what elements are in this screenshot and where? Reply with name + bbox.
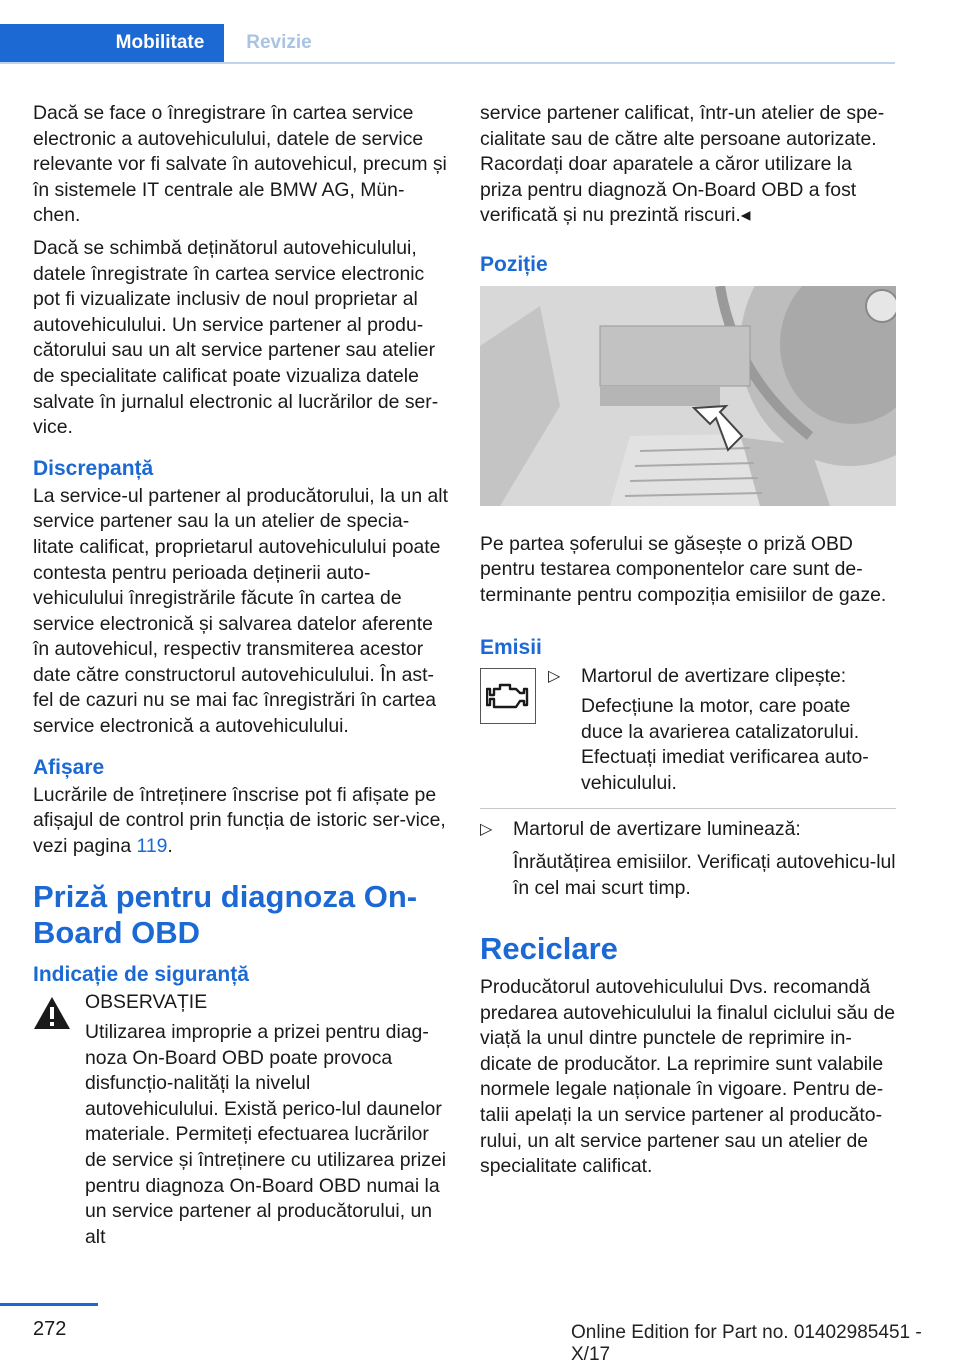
emissions-block [480,664,896,802]
paragraph: Dacă se face o înregistrare în cartea service electronic a autovehiculului, datele de service relevante vor fi salvate în autovehicul, precum și în sistemele IT centrale ale BMW AG, Mün‐chen. [33,102,447,227]
paragraph: Dacă se schimbă deținătorul autovehiculului, datele înregistrate în cartea service electronic pot fi vizualizate inclusiv de noul proprietar al autovehiculului. Un service partener al produ‐cătorului sau un alt service partener sau atelier de specialitate calificat poate vizualiza datele salvate în jurnalul electronic al lucrărilor de ser‐vice. [33,236,439,439]
paragraph [33,783,449,860]
item-body: Defecțiune la motor, care poate duce la avarierea catalizatorului. Efectuați imediat verificarea auto‐vehiculului. [581,694,869,794]
page-number: 272 [33,1318,67,1340]
item-title: Martorul de avertizare luminează: [513,818,801,841]
tab-revizie[interactable]: Revizie [246,32,312,53]
bullet-triangle-icon: ▷ [548,668,561,686]
emissions-list [548,664,896,802]
heading-priza-obd: Priză pentru diagnoza On-Board OBD [33,879,418,951]
list-item [548,664,896,796]
obd-location-illustration [480,286,896,506]
heading-discrepanta: Discrepanță [33,456,154,480]
page-number-rule [0,1303,98,1306]
heading-emisii: Emisii [480,636,542,660]
right-column [480,101,896,1187]
paragraph: Pe partea șoferului se găsește o priză OBD pentru testarea componentelor care sunt de‐terminante pentru compoziția emisiilor de gaze. [480,532,887,606]
warning-triangle-icon [33,996,71,1030]
warning-block [33,990,449,1250]
tab-marker [0,24,96,62]
left-column [33,101,449,1254]
list-item [480,817,896,901]
divider [480,808,896,809]
heading-pozitie: Poziție [480,252,548,276]
check-engine-lamp [480,668,536,724]
warning-title: OBSERVAȚIE [85,991,208,1014]
edition-footer: Online Edition for Part no. 01402985451 - X/17 [571,1322,922,1365]
paragraph: service partener calificat, într-un atelier de spe‐cialitate sau de către alte persoane autorizate. Racordați doar aparatele a căror utilizare la priza pentru diagnoză On-Board OBD a fost verificată și nu prezintă riscuri.◂ [480,102,885,227]
page-link[interactable]: 119 [136,834,168,857]
warning-body: Utilizarea improprie a prizei pentru diag‐noza On-Board OBD poate provoca disfuncțio‐nalități la nivelul autovehiculului. Există perico‐lul daunelor materiale. Permiteți efectuarea lucrărilor de service și întreținere cu utilizarea prizei pentru diagnoza On-Board OBD numai la un service partener al producătorului, un alt [85,1021,447,1248]
header-tabbar [0,24,895,64]
heading-reciclare: Reciclare [480,931,618,967]
paragraph: Producătorul autovehiculului Dvs. recomandă predarea autovehiculului la finalul ciclului său de viață la unul dintre punctele de reprimire in‐dicate de producător. La reprimire sunt valabile normele legale naționale în vigoare. Pentru de‐talii apelați la un service partener al producăto‐rului, un alt service partener sau un atelier de specialitate calificat. [480,976,896,1178]
heading-indicatie: Indicație de siguranță [33,963,249,987]
item-body: Înrăutățirea emisiilor. Verificați autovehicu‐lul în cel mai scurt timp. [513,850,896,899]
bullet-triangle-icon: ▷ [480,821,493,839]
text: . [167,834,173,857]
engine-icon [486,681,530,711]
tab-mobilitate[interactable]: Mobilitate [96,24,224,62]
heading-afisare: Afișare [33,755,105,779]
text: Lucrările de întreținere înscrise pot fi afișate pe afișajul de control prin funcția de istoric ser‐vice, vezi pagina [33,783,446,857]
item-title: Martorul de avertizare clipește: [581,665,847,688]
paragraph: La service-ul partener al producătorului, la un alt service partener sau la un atelier de specia‐litate calificat, proprietarul autovehiculului poate contesta pentru perioada deținerii auto‐vehiculului înregistrările făcute în cartea de service electronică și salvarea datelor aferente în autovehicul, respectiv transmiterea acestor date către constructorul autovehiculului. În ast‐fel de cazuri nu se mai fac înregistrări în cartea service electronică a autovehiculului. [33,484,448,738]
